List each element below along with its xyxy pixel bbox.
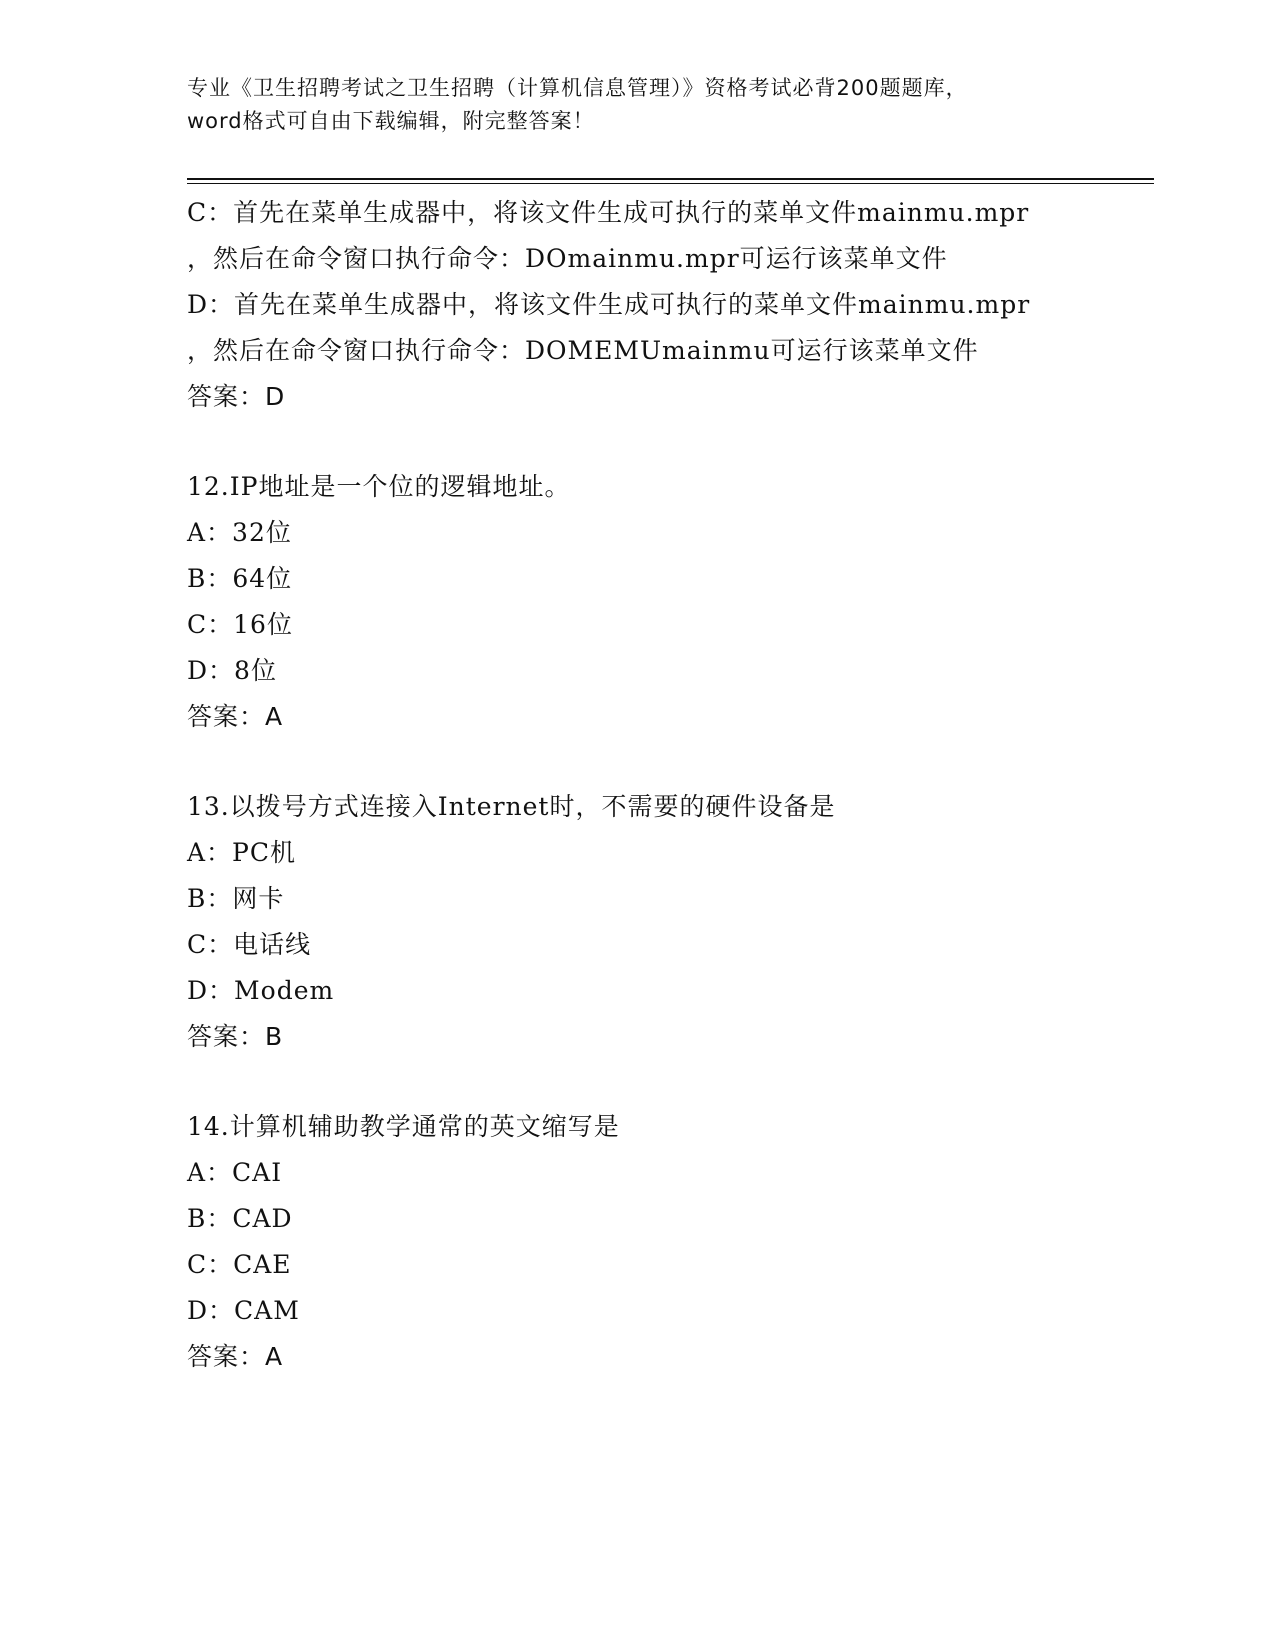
option-c-line-2: ，然后在命令窗口执行命令：DOmainmu.mpr可运行该菜单文件 (187, 244, 948, 273)
question-12 (187, 464, 1147, 740)
option-d: D：CAM (187, 1296, 300, 1325)
question-11-continued (187, 190, 1147, 420)
question-13 (187, 784, 1147, 1060)
option-c-line-1: C：首先在菜单生成器中，将该文件生成可执行的菜单文件mainmu.mpr (187, 198, 1030, 227)
option-c: C：CAE (187, 1250, 292, 1279)
option-d-line-2: ，然后在命令窗口执行命令：DOMEMUmainmu可运行该菜单文件 (187, 336, 979, 365)
question-stem: 13.以拨号方式连接入Internet时，不需要的硬件设备是 (187, 792, 836, 821)
answer-13: 答案：B (187, 1022, 284, 1051)
question-stem: 12.IP地址是一个位的逻辑地址。 (187, 472, 571, 501)
option-a: A：PC机 (187, 838, 297, 867)
option-b: B：CAD (187, 1204, 293, 1233)
question-stem: 14.计算机辅助教学通常的英文缩写是 (187, 1112, 620, 1141)
spacer (187, 420, 1147, 464)
option-b: B：网卡 (187, 884, 285, 913)
option-b: B：64位 (187, 564, 293, 593)
option-a: A：32位 (187, 518, 292, 547)
header-rule-thick (187, 178, 1154, 180)
option-d: D：8位 (187, 656, 277, 685)
spacer (187, 740, 1147, 784)
spacer (187, 1060, 1147, 1104)
option-d: D：Modem (187, 976, 335, 1005)
option-a: A：CAI (187, 1158, 283, 1187)
header-line-1: 专业《卫生招聘考试之卫生招聘（计算机信息管理）》资格考试必背200题题库， (187, 76, 968, 100)
option-c: C：16位 (187, 610, 293, 639)
option-d-line-1: D：首先在菜单生成器中，将该文件生成可执行的菜单文件mainmu.mpr (187, 290, 1031, 319)
answer-12: 答案：A (187, 702, 284, 731)
document-header (187, 72, 1087, 138)
question-14 (187, 1104, 1147, 1380)
header-line-2: word格式可自由下载编辑，附完整答案！ (187, 109, 595, 133)
option-c: C：电话线 (187, 930, 312, 959)
answer-11: 答案：D (187, 382, 286, 411)
question-content (187, 190, 1147, 1380)
answer-14: 答案：A (187, 1342, 284, 1371)
header-rule-thin (187, 183, 1154, 184)
